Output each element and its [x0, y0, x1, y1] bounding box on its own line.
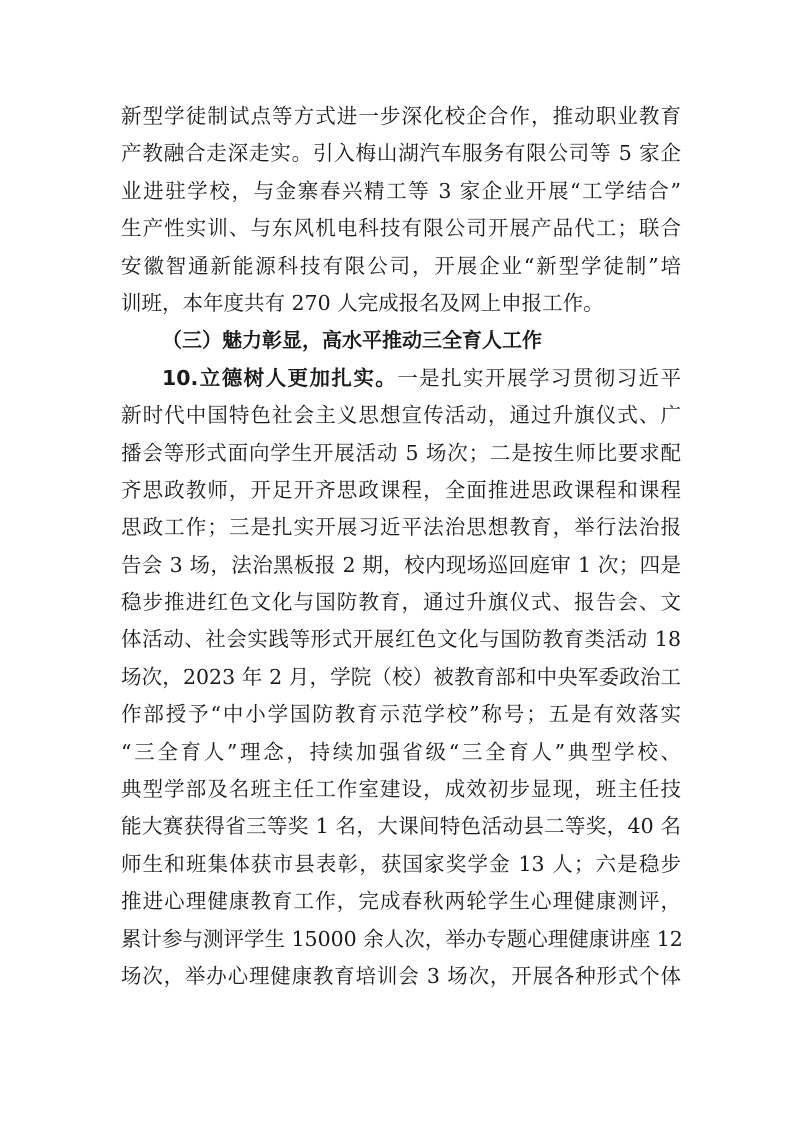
body-text	[121, 98, 681, 995]
item-first-line-text: 一是扎实开展学习贯彻习近平	[397, 365, 681, 390]
paragraph-line: 场次，举办心理健康教育培训会 3 场次，开展各种形式个体	[121, 963, 681, 988]
paragraph-line: 稳步推进红色文化与国防教育，通过升旗仪式、报告会、文	[121, 590, 681, 615]
paragraph-line: 生产性实训、与东风机电科技有限公司开展产品代工；联合	[121, 216, 681, 241]
paragraph-line: 思政工作；三是扎实开展习近平法治思想教育，举行法治报	[121, 515, 681, 540]
paragraph-line: 典型学部及名班主任工作室建设，成效初步显现，班主任技	[121, 777, 681, 802]
paragraph-line: 场次，2023 年 2 月，学院（校）被教育部和中央军委政治工	[121, 664, 681, 689]
paragraph-line: “三全育人”理念，持续加强省级“三全育人”典型学校、	[121, 739, 681, 764]
paragraph-line: 新时代中国特色社会主义思想宣传活动，通过升旗仪式、广	[121, 403, 681, 428]
paragraph-line: 告会 3 场，法治黑板报 2 期，校内现场巡回庭审 1 次；四是	[121, 552, 681, 577]
section-heading: （三）魅力彰显，高水平推动三全育人工作	[162, 328, 542, 353]
item-title: 10.立德树人更加扎实。	[162, 365, 398, 390]
paragraph-line: 播会等形式面向学生开展活动 5 场次；二是按生师比要求配	[121, 440, 681, 465]
item-first-line	[121, 360, 681, 397]
paragraph-line: 累计参与测评学生 15000 余人次，举办专题心理健康讲座 12	[121, 926, 683, 951]
paragraph-line: 业进驻学校，与金寨春兴精工等 3 家企业开展“工学结合”	[121, 178, 681, 203]
paragraph-line: 体活动、社会实践等形式开展红色文化与国防教育类活动 18	[121, 627, 681, 652]
paragraph-line: 安徽智通新能源科技有限公司，开展企业“新型学徒制”培	[121, 253, 681, 278]
paragraph-line: 师生和班集体获市县表彰，获国家奖学金 13 人；六是稳步	[121, 851, 681, 876]
paragraph-line: 产教融合走深走实。引入梅山湖汽车服务有限公司等 5 家企	[121, 141, 681, 166]
paragraph-line: 训班，本年度共有 270 人完成报名及网上申报工作。	[121, 290, 604, 315]
paragraph-line: 新型学徒制试点等方式进一步深化校企合作，推动职业教育	[121, 104, 681, 128]
paragraph-line: 能大赛获得省三等奖 1 名，大课间特色活动县二等奖，40 名	[121, 814, 681, 839]
paragraph-line: 齐思政教师，开足开齐思政课程，全面推进思政课程和课程	[121, 477, 681, 502]
paragraph-line: 推进心理健康教育工作，完成春秋两轮学生心理健康测评，	[121, 889, 681, 914]
paragraph-line: 作部授予“中小学国防教育示范学校”称号；五是有效落实	[121, 702, 681, 727]
